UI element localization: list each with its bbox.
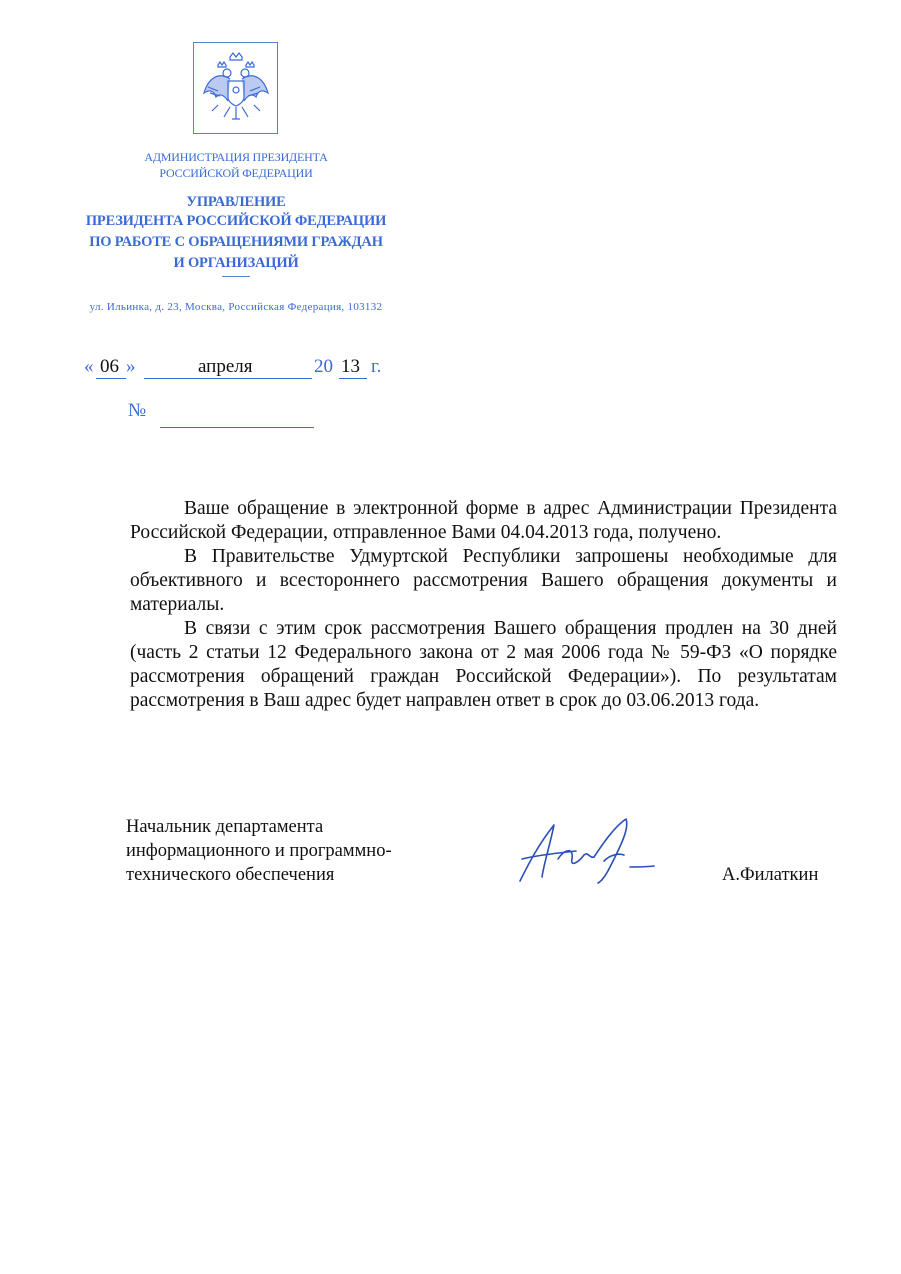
body-paragraph-3: В связи с этим срок рассмотрения Вашего обращения продлен на 30 дней (часть 2 статьи 12 Федерального закона от 2 мая 2006 года № 59-ФЗ «О порядке рассмотрения обращений граждан Российской Федерации»). По результатам рассмотрения в Ваш адрес будет направлен ответ в срок до 03.06.2013 года.	[130, 618, 837, 711]
number-label: №	[128, 400, 147, 421]
dept-title-line2: ПРЕЗИДЕНТА РОССИЙСКОЙ ФЕДЕРАЦИИ	[85, 213, 387, 229]
russian-coat-of-arms-icon	[200, 49, 272, 127]
date-open-quote: «	[84, 356, 94, 377]
date-year-suffix: 13	[341, 356, 360, 377]
signer-title-line1: Начальник департамента	[126, 817, 324, 837]
body-paragraph-1: Ваше обращение в электронной форме в адрес Администрации Президента Российской Федерации, отправленное Вами 04.04.2013 года, получено.	[130, 498, 837, 543]
signer-title	[126, 815, 392, 887]
header-divider	[222, 276, 250, 277]
signer-title-line3: технического обеспечения	[126, 865, 335, 885]
handwritten-signature	[514, 815, 659, 887]
signer-name: А.Филаткин	[722, 865, 819, 885]
date-month: апреля	[198, 356, 253, 377]
date-close-quote: »	[126, 356, 136, 377]
letter-body	[130, 497, 837, 713]
address-line: ул. Ильинка, д. 23, Москва, Российская Федерация, 103132	[89, 301, 383, 313]
dept-title-line4: И ОРГАНИЗАЦИЙ	[173, 255, 299, 271]
date-month-underline	[144, 378, 312, 379]
dept-title-line1: УПРАВЛЕНИЕ	[186, 194, 286, 210]
date-year-mark: г.	[371, 356, 382, 377]
date-year-underline	[339, 378, 367, 379]
date-day: 06	[100, 356, 119, 377]
admin-title-line1: АДМИНИСТРАЦИЯ ПРЕЗИДЕНТА	[144, 150, 328, 164]
admin-title-line2: РОССИЙСКОЙ ФЕДЕРАЦИИ	[159, 166, 313, 180]
dept-title-line3: ПО РАБОТЕ С ОБРАЩЕНИЯМИ ГРАЖДАН	[89, 234, 383, 250]
emblem-frame	[193, 42, 278, 134]
date-day-underline	[96, 378, 126, 379]
signer-title-line2: информационного и программно-	[126, 841, 392, 861]
date-year-prefix: 20	[314, 356, 333, 377]
body-paragraph-2: В Правительстве Удмуртской Республики запрошены необходимые для объективного и всестороннего рассмотрения Вашего обращения документы и материалы.	[130, 546, 837, 615]
number-underline	[160, 427, 314, 428]
